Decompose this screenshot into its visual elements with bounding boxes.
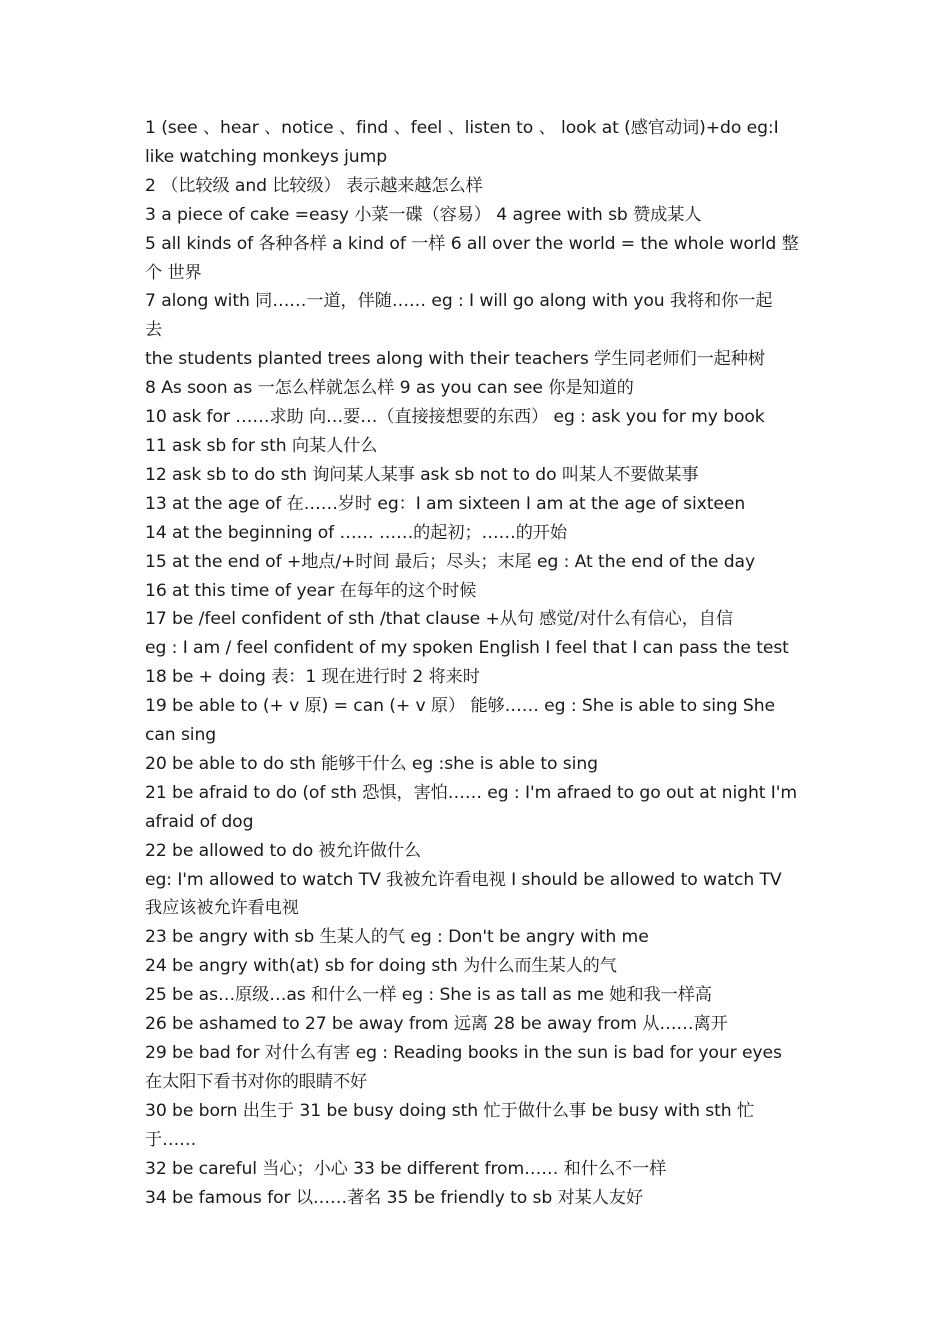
- text-line: 3 a piece of cake =easy 小菜一碟（容易） 4 agree with sb 赞成某人: [145, 204, 702, 225]
- text-line: 21 be afraid to do (of sth 恐惧，害怕…… eg : I'm afraed to go out at night I'm: [145, 782, 797, 803]
- text-line: 14 at the beginning of …… ……的起初；……的开始: [145, 522, 567, 543]
- text-line: like watching monkeys jump: [145, 146, 388, 167]
- text-line: 7 along with 同……一道，伴随…… eg : I will go along with you 我将和你一起: [145, 291, 773, 312]
- text-line: eg: I'm allowed to watch TV 我被允许看电视 I should be allowed to watch TV: [145, 869, 782, 890]
- text-line: 11 ask sb for sth 向某人什么: [145, 435, 378, 456]
- text-line: 19 be able to (+ v 原) = can (+ v 原） 能够…… eg : She is able to sing She: [145, 696, 775, 717]
- text-line: the students planted trees along with their teachers 学生同老师们一起种树: [145, 349, 765, 370]
- text-line: 29 be bad for 对什么有害 eg : Reading books in the sun is bad for your eyes: [145, 1043, 782, 1063]
- text-line: 15 at the end of +地点/+时间 最后；尽头；末尾 eg : At the end of the day: [145, 551, 756, 572]
- text-line: 20 be able to do sth 能够干什么 eg :she is able to sing: [145, 753, 598, 774]
- text-line: 去: [145, 320, 163, 341]
- text-line: can sing: [145, 725, 217, 746]
- text-line: 个 世界: [145, 262, 202, 283]
- text-line: 13 at the age of 在……岁时 eg：I am sixteen I am at the age of sixteen: [145, 493, 746, 514]
- text-line: 1 (see 、hear 、notice 、find 、feel 、listen to 、 look at (感官动词)+do eg:I: [145, 118, 779, 138]
- text-line: 26 be ashamed to 27 be away from 远离 28 be away from 从……离开: [145, 1014, 728, 1035]
- text-line: 我应该被允许看电视: [145, 898, 299, 919]
- text-line: 18 be + doing 表：1 现在进行时 2 将来时: [145, 667, 480, 688]
- text-line: 在太阳下看书对你的眼睛不好: [145, 1071, 368, 1092]
- text-line: 25 be as…原级…as 和什么一样 eg : She is as tall as me 她和我一样高: [145, 985, 712, 1006]
- text-line: 22 be allowed to do 被允许做什么: [145, 840, 422, 861]
- text-line: 30 be born 出生于 31 be busy doing sth 忙于做什么事 be busy with sth 忙: [145, 1100, 755, 1121]
- text-line: 于……: [145, 1129, 197, 1150]
- text-line: 32 be careful 当心；小心 33 be different from…… 和什么不一样: [145, 1158, 667, 1179]
- text-line: 8 As soon as 一怎么样就怎么样 9 as you can see 你是知道的: [145, 378, 634, 399]
- document-text-body: [145, 114, 810, 1212]
- text-line: eg : I am / feel confident of my spoken English I feel that I can pass the test: [145, 638, 789, 659]
- text-line: 23 be angry with sb 生某人的气 eg : Don't be angry with me: [145, 927, 649, 948]
- text-line: 5 all kinds of 各种各样 a kind of 一样 6 all over the world = the whole world 整: [145, 233, 799, 254]
- text-line: 24 be angry with(at) sb for doing sth 为什么而生某人的气: [145, 956, 617, 977]
- text-line: 16 at this time of year 在每年的这个时候: [145, 580, 477, 601]
- text-line: 12 ask sb to do sth 询问某人某事 ask sb not to do 叫某人不要做某事: [145, 464, 699, 485]
- text-line: 17 be /feel confident of sth /that clause +从句 感觉/对什么有信心，自信: [145, 609, 733, 630]
- text-line: afraid of dog: [145, 811, 254, 832]
- text-line: 2 （比较级 and 比较级） 表示越来越怎么样: [145, 175, 483, 196]
- text-line: 34 be famous for 以……著名 35 be friendly to sb 对某人友好: [145, 1187, 643, 1208]
- text-line: 10 ask for ……求助 向…要…（直接接想要的东西） eg : ask you for my book: [145, 407, 765, 428]
